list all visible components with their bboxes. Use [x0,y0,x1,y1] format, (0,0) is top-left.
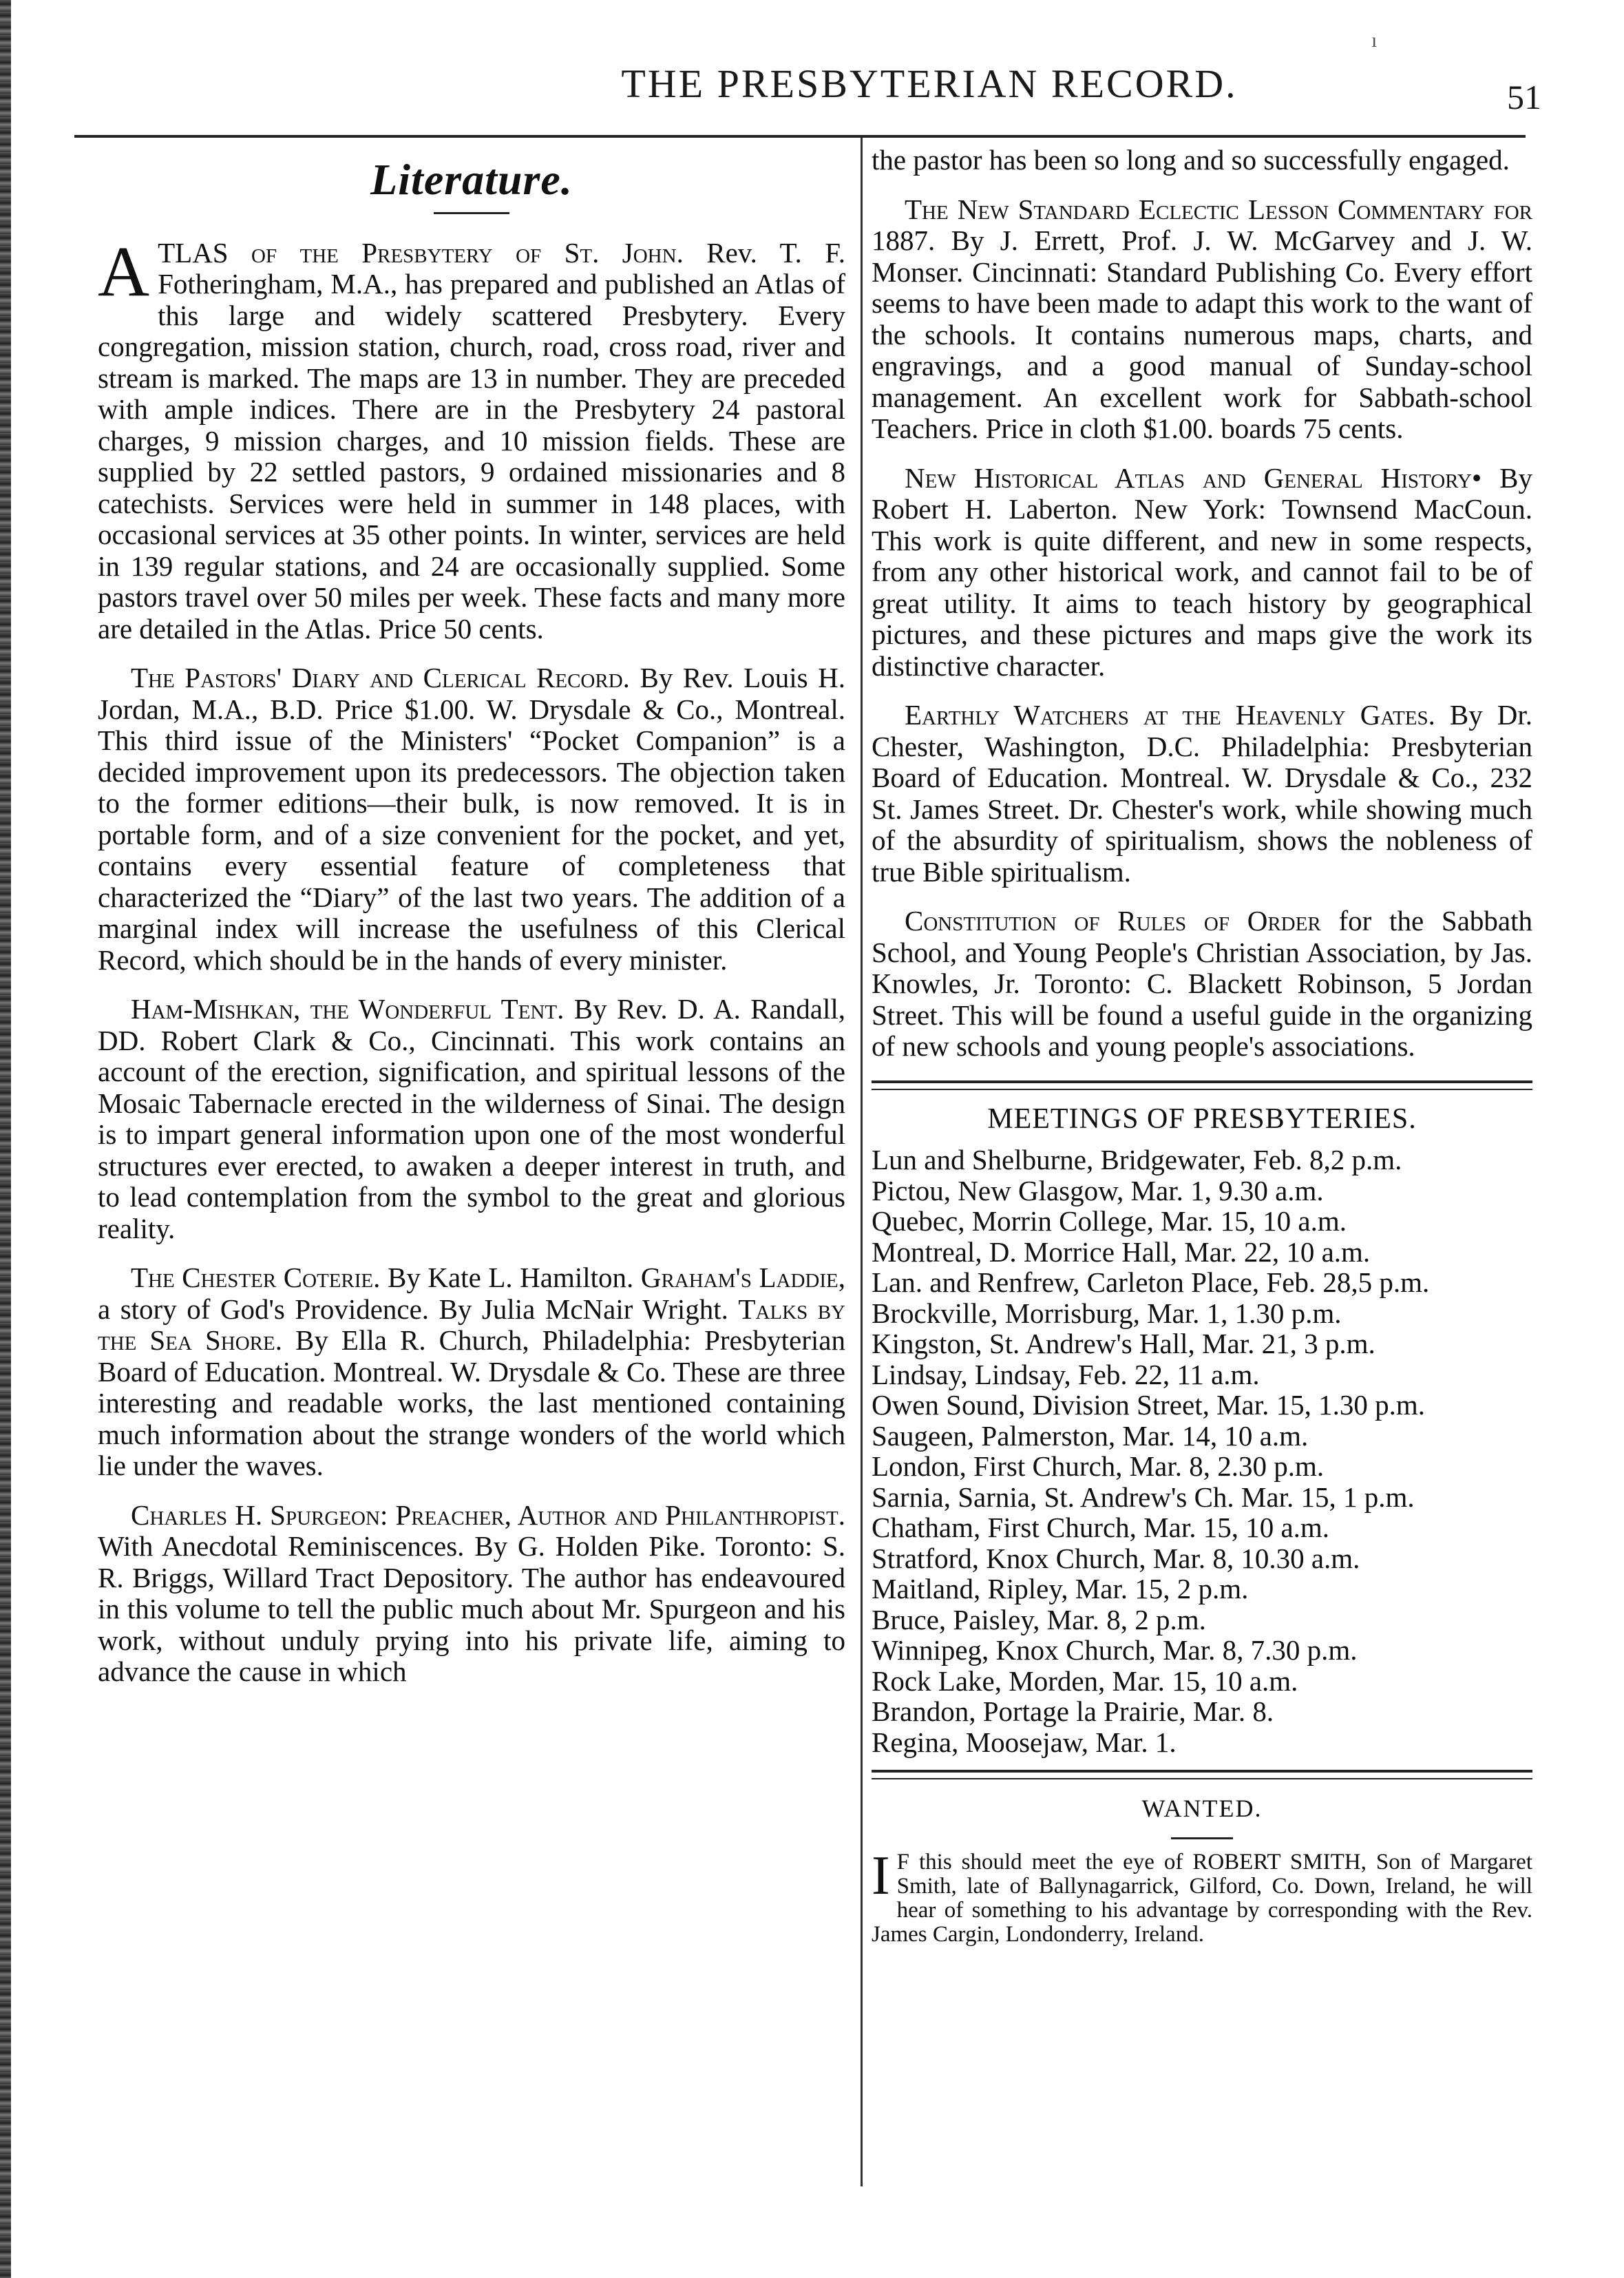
review-body: By J. Errett, Prof. J. W. McGarvey and J. W. Monser. Cincinnati: Standard Publishing Co. Every effort seems to have been made to adapt this work to the want of the schools. It contains numerous maps, charts, and engravings, and a good manual of Sunday-school management. An excellent work for Sabbath-school Teachers. Price in cloth $1.00. boards 75 cents. [872,224,1532,444]
meeting-entry: Brockville, Morrisburg, Mar. 1, 1.30 p.m. [872,1297,1342,1329]
meeting-entry: Owen Sound, Division Street, Mar. 15, 1.30 p.m. [872,1389,1426,1421]
meeting-entry: Stratford, Knox Church, Mar. 8, 10.30 a.m. [872,1542,1360,1574]
review-coterie [98,1262,845,1482]
review-historical-atlas [872,463,1532,682]
meeting-entry: Chatham, First Church, Mar. 15, 10 a.m. [872,1512,1330,1543]
meeting-entry: Saugeen, Palmerston, Mar. 14, 10 a.m. [872,1419,1309,1452]
meeting-entry: Lindsay, Lindsay, Feb. 22, 11 a.m. [872,1358,1260,1390]
wanted-rule [1171,1837,1233,1839]
page-binding-edge [0,0,11,2278]
review-watchers [872,700,1532,888]
review-body: By Robert H. Laberton. New York: Townsend MacCoun. This work is quite different, and new in some respects, from any other historical work, and cannot fail to be of great utility. It aims to teach history by geographical pictures, and these pictures and maps give the work its distinctive character. [872,461,1532,682]
review-lead: The Pastors' Diary and Clerical Record. [131,662,630,693]
review-body: By Kate L. Hamilton. [387,1262,634,1293]
review-lead: New Historical Atlas and General History• [905,461,1482,494]
wanted-title: WANTED. [1141,1795,1263,1822]
meeting-entry: Kingston, St. Andrew's Hall, Mar. 21, 3 p.m. [872,1328,1375,1359]
review-body: By Ella R. Church, Philadelphia: Presbyterian Board of Education. Montreal. W. Drysdale & Co. These are three interesting and readable works, the last mentioned containing much information about the strange wonders of the world which lie under the waves. [98,1324,846,1481]
review-lead: The Chester Coterie. [131,1262,381,1293]
review-lead: Ham-Mishkan, the Wonderful Tent. [131,993,565,1025]
meetings-list [872,1145,1532,1757]
section-divider [872,1080,1532,1090]
review-lead: Charles H. Spurgeon: Preacher, Author and Philanthropist. [131,1498,845,1531]
section-title: Literature. [370,155,573,204]
meeting-entry: Lun and Shelburne, Bridgewater, Feb. 8,2 p.m. [872,1144,1402,1175]
drop-cap: A [98,231,150,311]
meeting-entry: Brandon, Portage la Prairie, Mar. 8. [872,1695,1274,1727]
meeting-entry: London, First Church, Mar. 8, 2.30 p.m. [872,1450,1325,1482]
running-head: THE PRESBYTERIAN RECORD. [621,61,1238,106]
meeting-entry: Maitland, Ripley, Mar. 15, 2 p.m. [872,1573,1249,1605]
meeting-entry: Quebec, Morrin College, Mar. 15, 10 a.m. [872,1205,1347,1237]
column-divider [861,138,863,2186]
meeting-entry: Lan. and Renfrew, Carleton Place, Feb. 28,5 p.m. [872,1266,1430,1298]
review-spurgeon [98,1500,845,1688]
review-lead: The New Standard Eclectic Lesson Commentary for 1887. [872,193,1532,256]
review-diary [98,662,845,976]
meeting-entry: Winnipeg, Knox Church, Mar. 8, 7.30 p.m. [872,1634,1358,1666]
review-constitution [872,906,1532,1063]
review-tent [98,994,845,1244]
review-lead: TLAS of the Presbytery of St. John. [158,236,684,269]
right-column [872,145,1532,1947]
meeting-entry: Regina, Moosejaw, Mar. 1. [872,1726,1177,1758]
meeting-entry: Sarnia, Sarnia, St. Andrew's Ch. Mar. 15, 1 p.m. [872,1481,1415,1513]
title-rule [434,212,509,214]
section-divider [872,1770,1532,1779]
meeting-entry: Rock Lake, Morden, Mar. 15, 10 a.m. [872,1664,1298,1697]
meeting-entry: Bruce, Paisley, Mar. 8, 2 p.m. [872,1603,1206,1636]
drop-cap: I [872,1845,890,1906]
continued-text: the pastor has been so long and so successfully engaged. [872,144,1510,176]
left-column [98,145,845,1706]
page-number: 51 [1507,78,1541,116]
review-body: a story of God's Providence. By Julia McNair Wright. [98,1293,728,1325]
wanted-notice [872,1845,1532,1947]
review-lead: Constitution of Rules of Order [905,905,1321,937]
meeting-entry: Montreal, D. Morrice Hall, Mar. 22, 10 a.m. [872,1235,1371,1268]
review-atlas [98,231,845,645]
review-body: With Anecdotal Reminiscences. By G. Holden Pike. Toronto: S. R. Briggs, Willard Tract Depository. The author has endeavoured in this volume to tell the public much about Mr. Spurgeon and his work, without unduly prying into his private life, aiming to advance the cause in which [98,1530,845,1687]
wanted-text: F this should meet the eye of ROBERT SMITH, Son of Margaret Smith, late of Ballynagarrick, Gilford, Co. Down, Ireland, he will hear of something to his advantage by corresponding with the Rev. James Cargin, Londonderry, Ireland. [872,1849,1532,1947]
header-rule [74,135,1526,138]
review-lead: Graham's Laddie, [640,1262,845,1293]
review-lead: Earthly Watchers at the Heavenly Gates. [905,699,1435,731]
review-body: By Rev. D. A. Randall, DD. Robert Clark & Co., Cincinnati. This work contains an account of the erection, signification, and spiritual lessons of the Mosaic Tabernacle erected in the wilderness of Sinai. The design is to impart general information upon one of the most wonderful structures ever erected, to awaken a deeper interest in truth, and to lead contemplation from the symbol to the great and glorious reality. [98,993,845,1244]
review-body: By Dr. Chester, Washington, D.C. Philadelphia: Presbyterian Board of Education. Montreal. W. Drysdale & Co., 232 St. James Street. Dr. Chester's work, while showing much of the absurdity of spiritualism, shows the nobleness of true Bible spiritualism. [872,699,1532,888]
review-lead: Talks by the Sea Shore. [98,1293,845,1356]
meeting-entry: Pictou, New Glasgow, Mar. 1, 9.30 a.m. [872,1174,1324,1206]
review-body: By Rev. Louis H. Jordan, M.A., B.D. Price $1.00. W. Drysdale & Co., Montreal. This third issue of the Ministers' “Pocket Companion” is a decided improvement upon its predecessors. The objection taken to the former editions—their bulk, is now removed. It is in portable form, and of a size convenient for the pocket, and yet, contains every essential feature of completeness that characterized the “Diary” of the last two years. The addition of a marginal index will increase the usefulness of this Clerical Record, which should be in the hands of every minister. [98,662,845,976]
meetings-title: MEETINGS OF PRESBYTERIES. [987,1103,1417,1135]
review-body: Rev. T. F. Fotheringham, M.A., has prepared and published an Atlas of this large and widely scattered Presbytery. Every congregation, mission station, church, road, cross road, river and stream is marked. The maps are 13 in number. They are preceded with ample indices. There are in the Presbytery 24 pastoral charges, 9 mission charges, and 10 mission fields. These are supplied by 22 settled pastors, 9 ordained missionaries and 8 catechists. Services were held in summer in 148 places, with occasional services at 35 other points. In winter, services are held in 139 regular stations, and 24 are occasionally supplied. Some pastors travel over 50 miles per week. These facts and many more are detailed in the Atlas. Price 50 cents. [98,236,845,645]
review-commentary [872,194,1532,445]
review-body: for the Sabbath School, and Young People's Christian Association, by Jas. Knowles, Jr. Toronto: C. Blackett Robinson, 5 Jordan Street. This will be found a useful guide in the organizing of new schools and young people's associations. [872,905,1533,1062]
stray-ink-mark: ı [1371,29,1378,52]
